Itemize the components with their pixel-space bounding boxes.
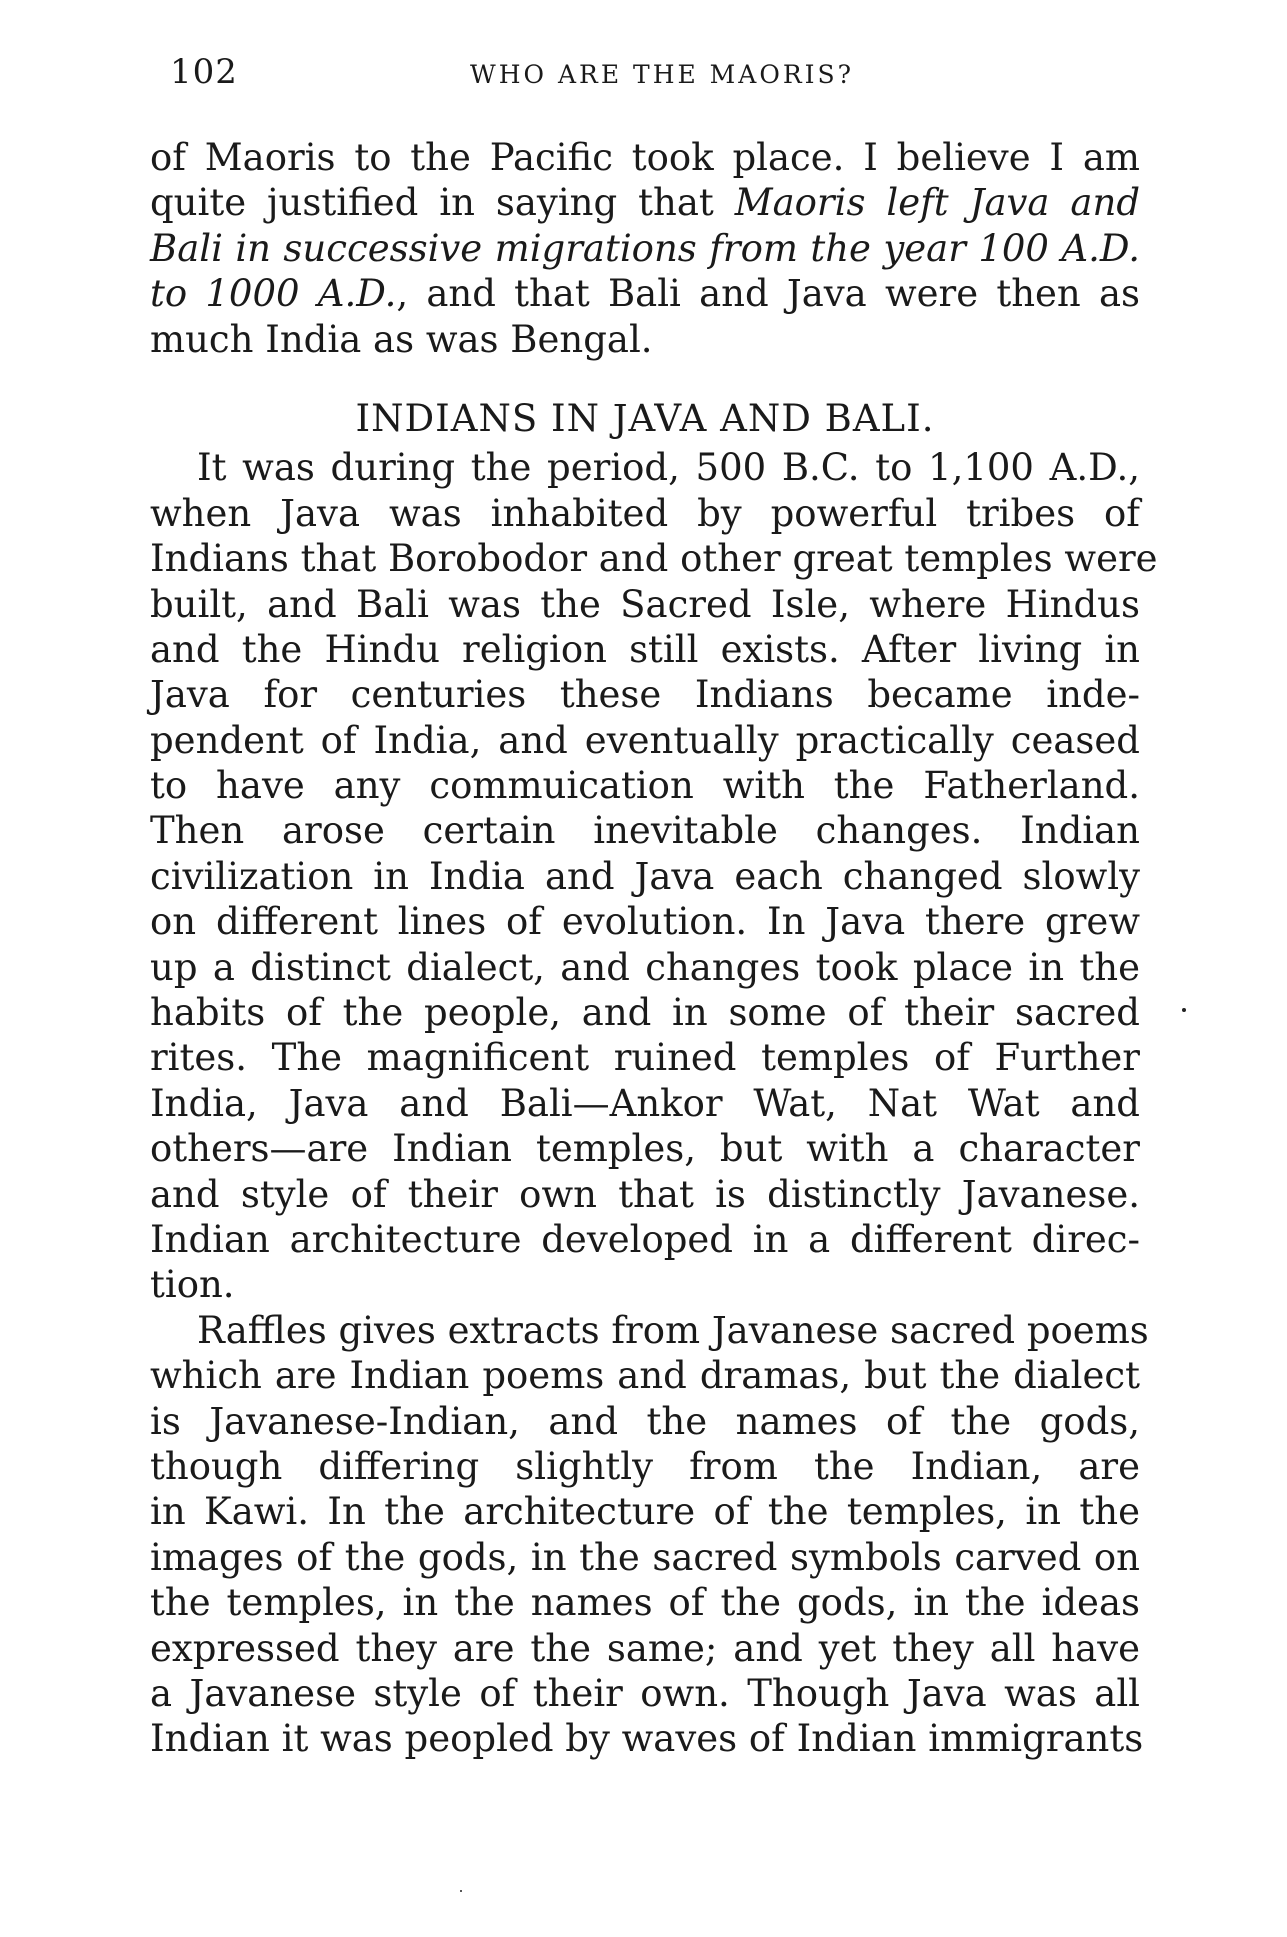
- paragraph-2-line: It was during the period, 500 B.C. to 1,100 A.D.,: [197, 446, 1140, 490]
- page-number: 102: [170, 52, 238, 92]
- paragraph-3-line: Indian it was peopled by waves of Indian immigrants: [150, 1717, 1144, 1761]
- paragraph-2-line: rites. The magnificent ruined temples of Further: [150, 1036, 1140, 1080]
- paragraph-2-line: on different lines of evolution. In Java there grew: [150, 900, 1140, 944]
- paragraph-2-line: India, Java and Bali—Ankor Wat, Nat Wat and: [150, 1081, 1140, 1125]
- paragraph-2-line: civilization in India and Java each changed slowly: [150, 854, 1140, 898]
- paragraph-1-line-5: much India as was Bengal.: [150, 317, 653, 361]
- paragraph-2-line: built, and Bali was the Sacred Isle, where Hindus: [150, 582, 1140, 626]
- paragraph-3-line: expressed they are the same; and yet they all have: [150, 1626, 1140, 1670]
- paragraph-3-line: is Javanese-Indian, and the names of the gods,: [150, 1399, 1140, 1443]
- paragraph-2-line: to have any commuication with the Fatherland.: [150, 764, 1140, 808]
- body-text: [150, 135, 1158, 1762]
- paragraph-2-line: and the Hindu religion still exists. After living in: [150, 627, 1140, 671]
- paragraph-2-line: when Java was inhabited by powerful tribes of: [150, 491, 1140, 535]
- section-heading: INDIANS IN JAVA AND BALI.: [355, 396, 935, 440]
- paragraph-3-line: which are Indian poems and dramas, but the dialect: [150, 1354, 1140, 1398]
- paragraph-1-line-4-roman: , and that Bali and Java were then as: [396, 272, 1141, 316]
- paragraph-1-line-4-italic: to 1000 A.D.: [150, 272, 397, 316]
- paragraph-3-line: images of the gods, in the sacred symbols carved on: [150, 1535, 1140, 1579]
- paragraph-3-line: a Javanese style of their own. Though Java was all: [150, 1671, 1140, 1715]
- paragraph-2-line: up a distinct dialect, and changes took place in the: [150, 945, 1140, 989]
- paragraph-3-line: Raffles gives extracts from Javanese sacred poems: [197, 1308, 1149, 1352]
- paragraph-1-line-1: of Maoris to the Pacific took place. I believe I am: [150, 136, 1140, 179]
- paragraph-2-line: Indians that Borobodor and other great temples were: [150, 537, 1158, 581]
- paragraph-3-line: in Kawi. In the architecture of the temples, in the: [150, 1490, 1140, 1534]
- page-header: [170, 52, 1160, 92]
- paragraph-2-line: pendent of India, and eventually practically ceased: [150, 718, 1140, 762]
- paragraph-2-line: tion.: [150, 1263, 235, 1307]
- paragraph-1-line-2-italic: Maoris left Java and: [734, 181, 1140, 225]
- paragraph-1-line-3-italic: Bali in successive migrations from the year 100 A.D.: [150, 226, 1140, 270]
- paragraph-1-line-3: [150, 226, 1140, 271]
- paragraph-2-line: Java for centuries these Indians became inde-: [150, 673, 1140, 717]
- paragraph-3-line: the temples, in the names of the gods, in the ideas: [150, 1581, 1140, 1625]
- scan-speck: [1182, 1008, 1186, 1012]
- paragraph-3-line: though differing slightly from the Indian, are: [150, 1444, 1140, 1488]
- paragraph-1-line-2: [150, 180, 1140, 225]
- running-head: WHO ARE THE MAORIS?: [470, 60, 855, 89]
- scan-speck: [460, 1890, 462, 1892]
- paragraph-2-line: Then arose certain inevitable changes. Indian: [150, 809, 1140, 853]
- paragraph-2-line: habits of the people, and in some of their sacred: [150, 991, 1140, 1035]
- paragraph-2-line: Indian architecture developed in a different direc-: [150, 1217, 1140, 1261]
- paragraph-2-line: and style of their own that is distinctly Javanese.: [150, 1172, 1140, 1216]
- paragraph-1-line-4: [150, 271, 1140, 316]
- paragraph-2-line: others—are Indian temples, but with a character: [150, 1127, 1140, 1171]
- paragraph-1-line-2-roman: quite justified in saying that: [150, 181, 735, 225]
